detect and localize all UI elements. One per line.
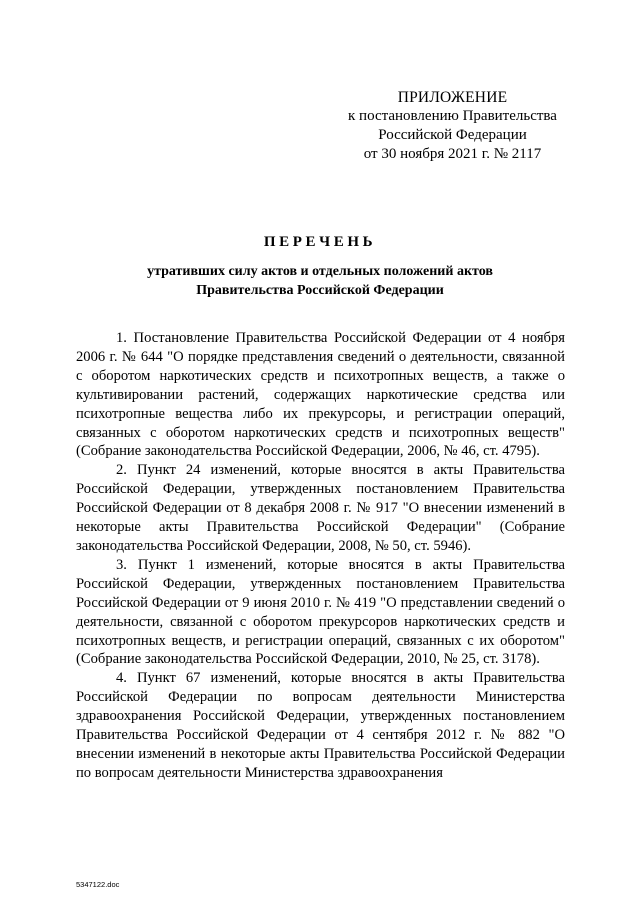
appendix-heading: ПРИЛОЖЕНИЕ bbox=[397, 89, 508, 106]
appendix-line-1: к постановлению Правительства bbox=[348, 108, 557, 124]
list-item: 2. Пункт 24 изменений, которые вносятся в акты Правительства Российской Федерации, утвержденных постановлением Правительства Российской Федерации от 8 декабря 2008 г. № 917 "О внесении изменений в некоторые акты Правительства Российской Федерации" (Собрание законодательства Российской Федерации, 2008, № 50, ст. 5946). bbox=[76, 462, 565, 554]
list-item: 4. Пункт 67 изменений, которые вносятся в акты Правительства Российской Федерации по вопросам деятельности Министерства здравоохранения Российской Федерации, утвержденных постановлением Правительства Российской Федерации от 4 сентября 2012 г. № 882 "О внесении изменений в некоторые акты Правительства Российской Федерации по вопросам деятельности Министерства здравоохранения bbox=[76, 670, 565, 781]
appendix-block bbox=[335, 88, 570, 164]
appendix-line-3: от 30 ноября 2021 г. № 2117 bbox=[363, 146, 542, 162]
document-body bbox=[76, 329, 565, 783]
file-name-footer: 5347122.doc bbox=[76, 880, 120, 889]
document-title: ПЕРЕЧЕНЬ bbox=[263, 234, 377, 250]
list-item: 1. Постановление Правительства Российской Федерации от 4 ноября 2006 г. № 644 "О порядке представления сведений о деятельности, связанной с оборотом наркотических средств и психотропных веществ, а также о культивировании растений, содержащих наркотические средства или психотропные вещества либо их прекурсоры, и регистрации операций, связанных с оборотом наркотических средств и психотропных веществ" (Собрание законодательства Российской Федерации, 2006, № 46, ст. 4795). bbox=[76, 330, 565, 460]
subtitle-line-2: Правительства Российской Федерации bbox=[196, 283, 444, 298]
list-item: 3. Пункт 1 изменений, которые вносятся в акты Правительства Российской Федерации, утвержденных постановлением Правительства Российской Федерации от 9 июня 2010 г. № 419 "О представлении сведений о деятельности, связанной с оборотом прекурсоров наркотических средств и психотропных веществ, и регистрации операций, связанных с их оборотом" (Собрание законодательства Российской Федерации, 2010, № 25, ст. 3178). bbox=[76, 556, 565, 668]
document-subtitle bbox=[100, 262, 540, 300]
appendix-line-2: Российской Федерации bbox=[378, 127, 527, 143]
subtitle-line-1: утративших силу актов и отдельных положений актов bbox=[147, 264, 493, 279]
